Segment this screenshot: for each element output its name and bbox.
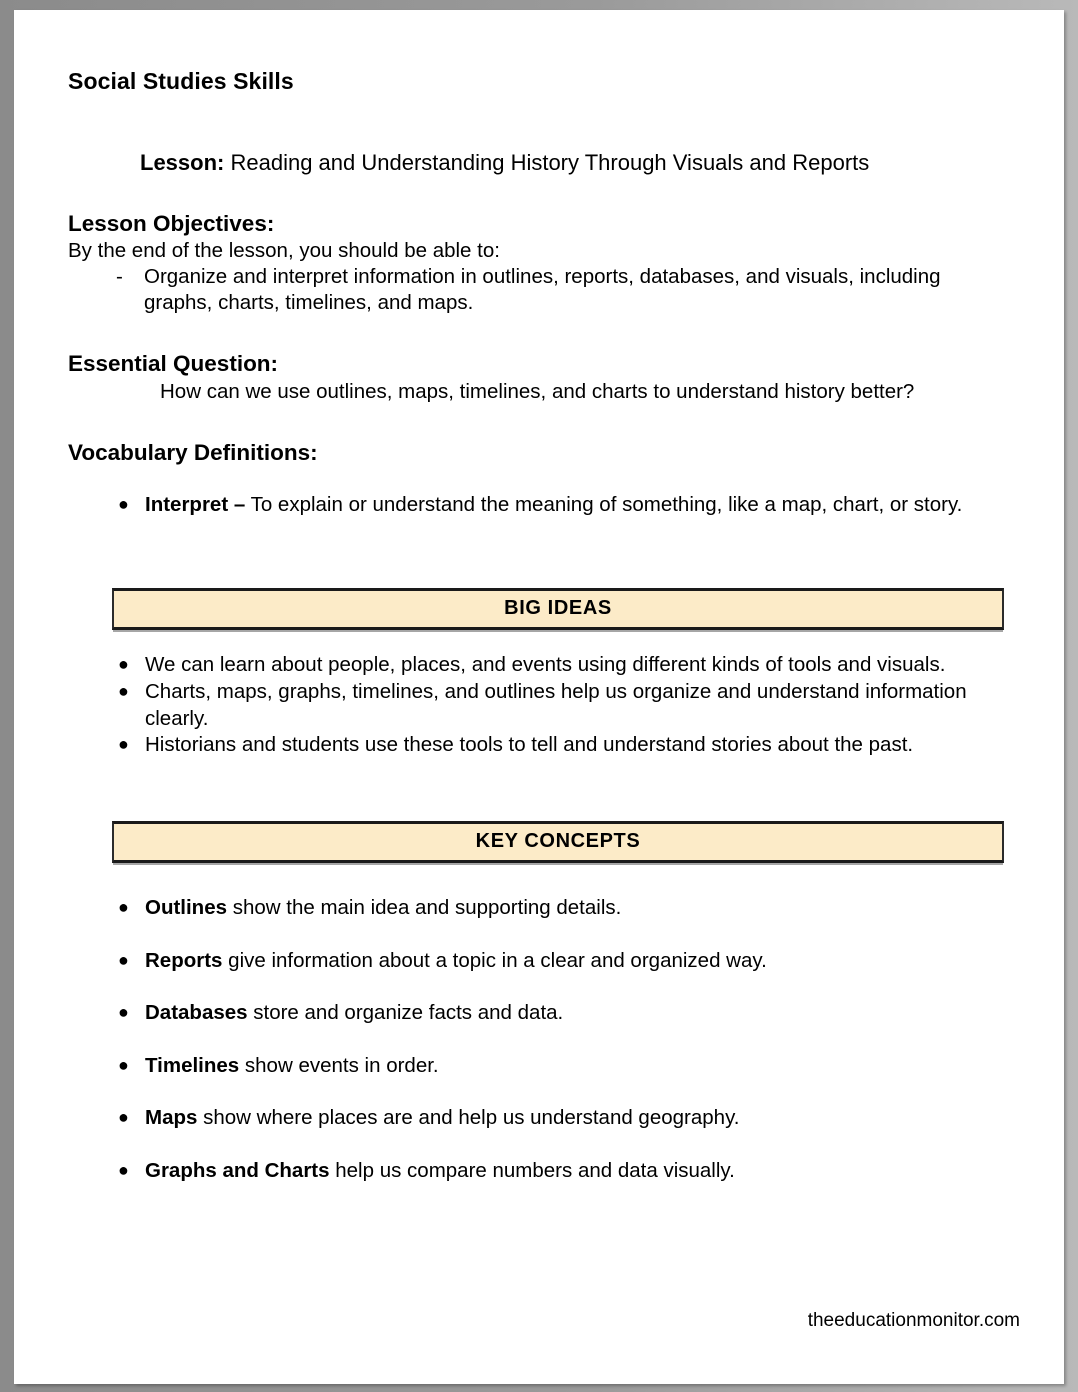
document-page bbox=[14, 10, 1064, 1384]
vocabulary-term: Interpret – bbox=[145, 492, 246, 516]
key-concept-definition: show events in order. bbox=[239, 1053, 439, 1077]
list-item bbox=[68, 732, 1008, 759]
key-concept-term: Databases bbox=[145, 1001, 248, 1025]
dash-marker: - bbox=[116, 264, 123, 288]
key-concepts-list bbox=[68, 895, 1008, 1185]
document-content bbox=[68, 68, 1008, 1211]
list-item bbox=[68, 895, 1008, 922]
lesson-title-line bbox=[140, 149, 1008, 177]
key-concept-definition: show where places are and help us understand geography. bbox=[197, 1106, 740, 1130]
lesson-objectives-intro: By the end of the lesson, you should be able to: bbox=[68, 238, 500, 262]
essential-question-text: How can we use outlines, maps, timelines, and charts to understand history better? bbox=[160, 380, 915, 404]
list-item bbox=[68, 264, 1008, 317]
bullet-icon: ● bbox=[118, 654, 129, 675]
lesson-objectives-list bbox=[68, 264, 1008, 317]
footer-source: theeducationmonitor.com bbox=[807, 1310, 1020, 1331]
bullet-icon: ● bbox=[118, 493, 129, 514]
bullet-icon: ● bbox=[118, 734, 129, 755]
lesson-objectives-heading: Lesson Objectives: bbox=[68, 210, 275, 236]
big-idea-text: Historians and students use these tools to tell and understand stories about the past. bbox=[145, 733, 914, 757]
objective-text: Organize and interpret information in outlines, reports, databases, and visuals, including graphs, charts, timelines, and maps. bbox=[144, 264, 941, 315]
list-item bbox=[68, 1105, 1008, 1132]
bullet-icon: ● bbox=[118, 680, 129, 701]
vocabulary-heading: Vocabulary Definitions: bbox=[68, 439, 318, 465]
vocabulary-list bbox=[68, 492, 1008, 519]
key-concept-definition: show the main idea and supporting details. bbox=[227, 895, 622, 919]
key-concept-term: Reports bbox=[145, 948, 223, 972]
list-item bbox=[68, 1000, 1008, 1027]
big-ideas-banner: BIG IDEAS bbox=[112, 588, 1004, 630]
key-concepts-banner: KEY CONCEPTS bbox=[112, 821, 1004, 863]
big-idea-text: We can learn about people, places, and events using different kinds of tools and visuals. bbox=[145, 653, 946, 677]
key-concept-term: Timelines bbox=[145, 1053, 240, 1077]
bullet-icon: ● bbox=[118, 949, 129, 970]
key-concept-definition: help us compare numbers and data visually. bbox=[329, 1159, 735, 1183]
lesson-label: Lesson: bbox=[140, 150, 225, 175]
key-concept-definition: store and organize facts and data. bbox=[247, 1001, 564, 1025]
essential-question-heading: Essential Question: bbox=[68, 351, 279, 377]
bullet-icon: ● bbox=[118, 1054, 129, 1075]
page-title: Social Studies Skills bbox=[68, 68, 294, 94]
list-item bbox=[68, 1158, 1008, 1185]
bullet-icon: ● bbox=[118, 1160, 129, 1181]
key-concept-term: Maps bbox=[145, 1106, 198, 1130]
key-concept-term: Graphs and Charts bbox=[145, 1159, 330, 1183]
list-item bbox=[68, 1053, 1008, 1080]
list-item bbox=[68, 652, 1008, 679]
bullet-icon: ● bbox=[118, 1107, 129, 1128]
bullet-icon: ● bbox=[118, 1002, 129, 1023]
lesson-title-text: Reading and Understanding History Through Visuals and Reports bbox=[224, 150, 870, 175]
big-idea-text: Charts, maps, graphs, timelines, and outlines help us organize and understand information clearly. bbox=[145, 679, 967, 730]
list-item bbox=[68, 948, 1008, 975]
vocabulary-definition: To explain or understand the meaning of something, like a map, chart, or story. bbox=[245, 492, 963, 516]
bullet-icon: ● bbox=[118, 896, 129, 917]
key-concept-definition: give information about a topic in a clear and organized way. bbox=[222, 948, 767, 972]
list-item bbox=[68, 492, 1008, 519]
big-ideas-list bbox=[68, 652, 1008, 759]
key-concept-term: Outlines bbox=[145, 895, 228, 919]
list-item bbox=[68, 679, 1008, 732]
